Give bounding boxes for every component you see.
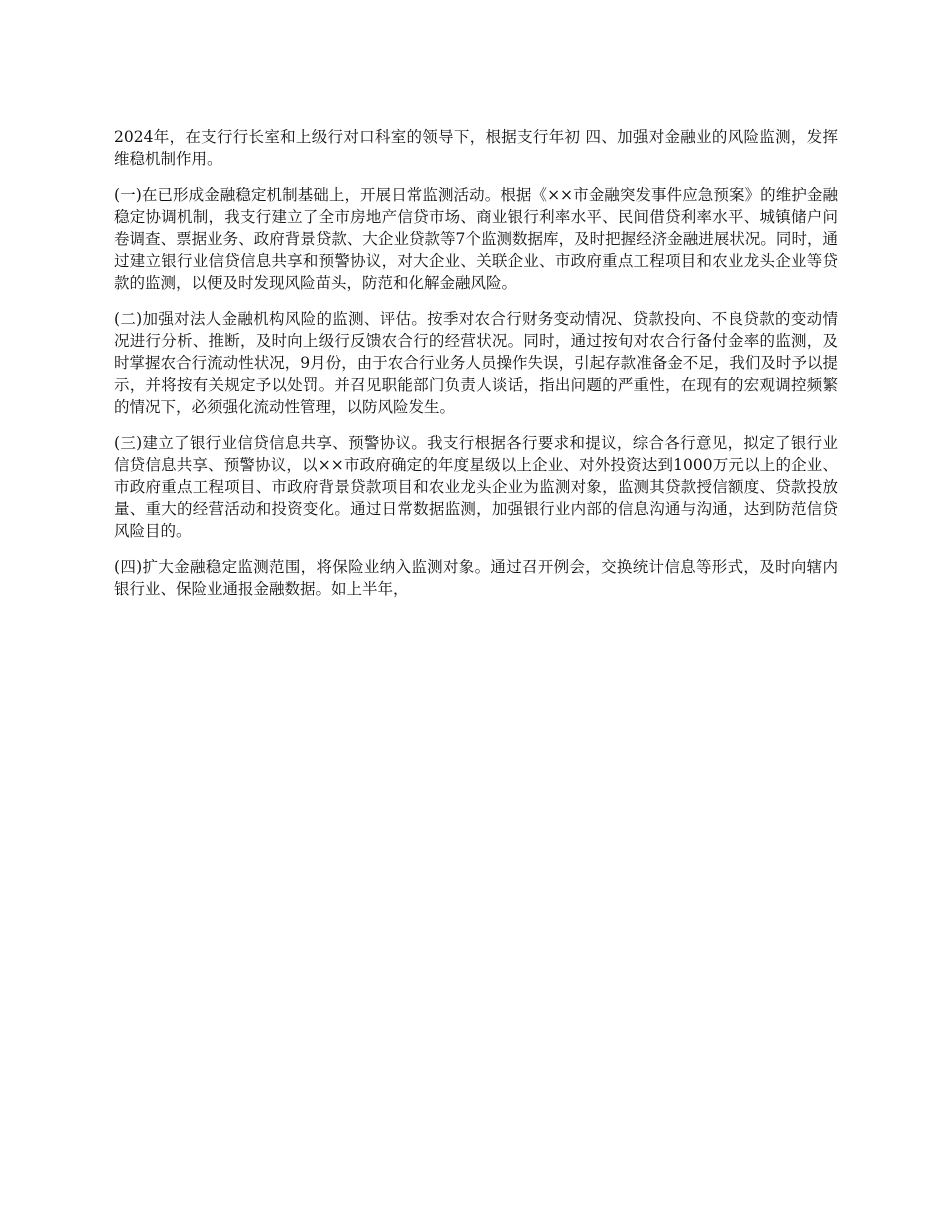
- paragraph-section-3: (三)建立了银行业信贷信息共享、预警协议。我支行根据各行要求和提议，综合各行意见，拟定了银行业信贷信息共享、预警协议，以××市政府确定的年度星级以上企业、对外投资达到1000万元以上的企业、市政府重点工程项目、市政府背景贷款项目和农业龙头企业为监测对象，监测其贷款授信额度、贷款投放量、重大的经营活动和投资变化。通过日常数据监测，加强银行业内部的信息沟通与沟通，达到防范信贷风险目的。: [114, 434, 838, 540]
- paragraph-section-1: (一)在已形成金融稳定机制基础上，开展日常监测活动。根据《××市金融突发事件应急预案》的维护金融稳定协调机制，我支行建立了全市房地产信贷市场、商业银行利率水平、民间借贷利率水平、城镇储户问卷调查、票据业务、政府背景贷款、大企业贷款等7个监测数据库，及时把握经济金融进展状况。同时，通过建立银行业信贷信息共享和预警协议，对大企业、关联企业、市政府重点工程项目和农业龙头企业等贷款的监测，以便及时发现风险苗头，防范和化解金融风险。: [114, 186, 838, 292]
- paragraph-section-2: (二)加强对法人金融机构风险的监测、评估。按季对农合行财务变动情况、贷款投向、不良贷款的变动情况进行分析、推断，及时向上级行反馈农合行的经营状况。同时，通过按旬对农合行备付金率的监测，及时掌握农合行流动性状况，9月份，由于农合行业务人员操作失误，引起存款准备金不足，我们及时予以提示，并将按有关规定予以处罚。并召见职能部门负责人谈话，指出问题的严重性，在现有的宏观调控频繁的情况下，必须强化流动性管理，以防风险发生。: [114, 310, 838, 416]
- paragraph-intro: 2024年，在支行行长室和上级行对口科室的领导下，根据支行年初 四、加强对金融业的风险监测，发挥维稳机制作用。: [114, 128, 838, 168]
- document-body: [114, 126, 838, 614]
- paragraph-section-4: (四)扩大金融稳定监测范围，将保险业纳入监测对象。通过召开例会，交换统计信息等形式，及时向辖内银行业、保险业通报金融数据。如上半年，: [114, 558, 838, 598]
